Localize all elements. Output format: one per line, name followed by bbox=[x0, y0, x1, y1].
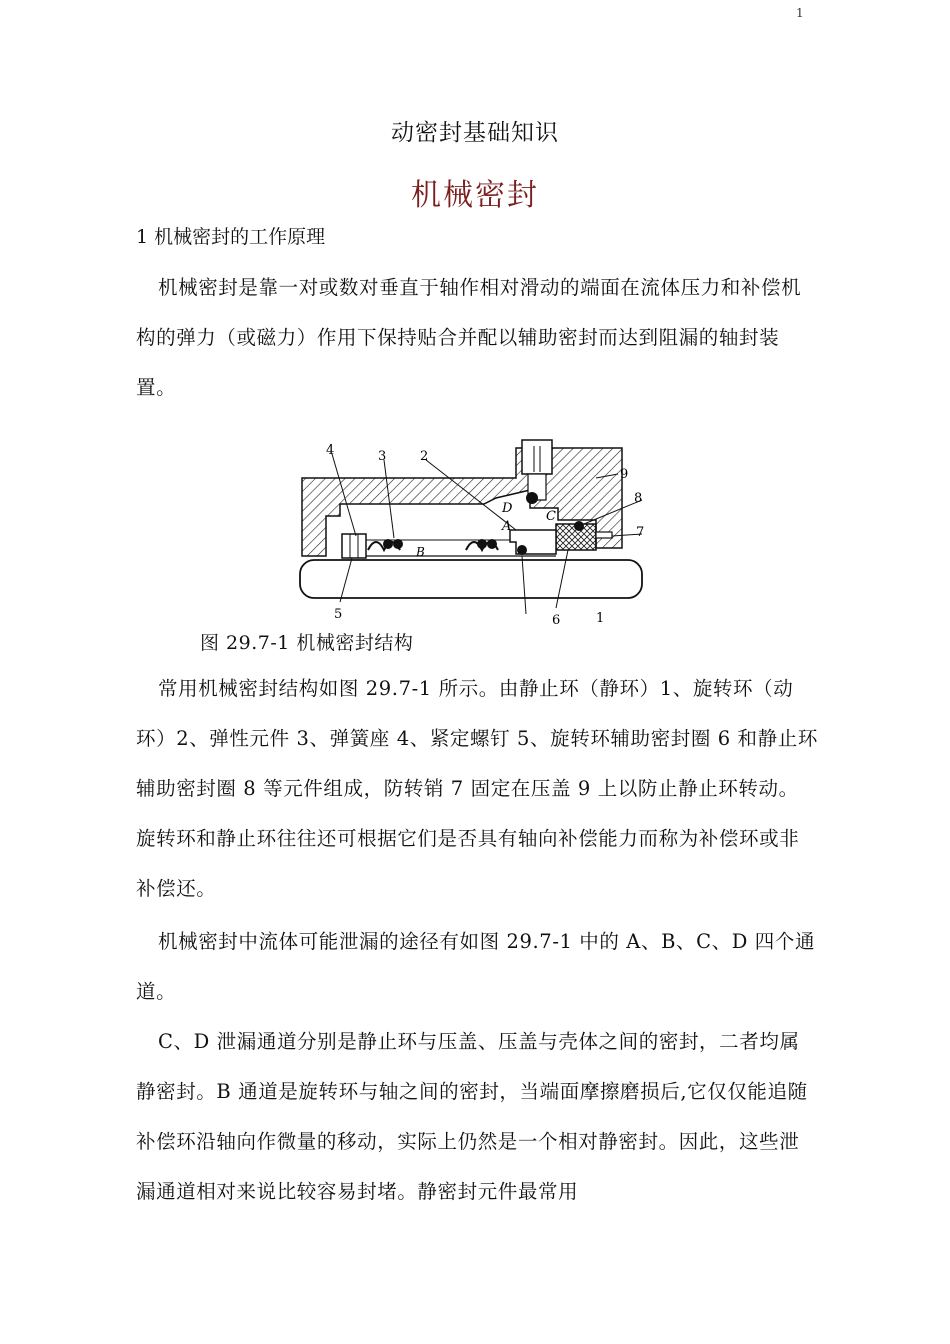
channel-label-c: C bbox=[546, 509, 556, 524]
part-label-3: 3 bbox=[378, 449, 387, 464]
part-label-7: 7 bbox=[636, 525, 645, 540]
part-label-9: 9 bbox=[620, 467, 629, 482]
mechanical-seal-diagram bbox=[296, 438, 646, 628]
subsection-heading: 1 机械密封的工作原理 bbox=[136, 226, 326, 248]
section-title: 机械密封 bbox=[411, 178, 539, 213]
part-label-6: 6 bbox=[552, 613, 561, 628]
part-label-4: 4 bbox=[326, 443, 335, 458]
part-label-5: 5 bbox=[334, 607, 343, 622]
channel-label-b: B bbox=[416, 545, 425, 559]
paragraph-structure: 常用机械密封结构如图 29.7-1 所示。由静止环（静环）1、旋转环（动环）2、弹性元件 3、弹簧座 4、紧定螺钉 5、旋转环辅助密封圈 6 和静止环辅助密封圈 8 等元件组成，防转销 7 固定在压盖 9 上以防止静止环转动。旋转环和静止环往往还可根据它们是否具有轴向补偿能力而称为补偿环或非补偿还。 bbox=[136, 677, 818, 900]
paragraph-principle: 机械密封是靠一对或数对垂直于轴作相对滑动的端面在流体压力和补偿机构的弹力（或磁力）作用下保持贴合并配以辅助密封而达到阻漏的轴封装置。 bbox=[136, 276, 802, 399]
part-label-2: 2 bbox=[420, 449, 429, 464]
paragraph-leak-paths: 机械密封中流体可能泄漏的途径有如图 29.7-1 中的 A、B、C、D 四个通道。 bbox=[136, 930, 816, 1003]
channel-label-a: A bbox=[502, 519, 512, 534]
paragraph-static-seals: C、D 泄漏通道分别是静止环与压盖、压盖与壳体之间的密封，二者均属静密封。B 通道是旋转环与轴之间的密封，当端面摩擦磨损后,它仅仅能追随补偿环沿轴向作微量的移动，实际上仍然是一个相对静密封。因此，这些泄漏通道相对来说比较容易封堵。静密封元件最常用 bbox=[136, 1030, 808, 1203]
part-label-8: 8 bbox=[634, 491, 643, 506]
channel-label-d: D bbox=[502, 501, 513, 516]
document-title: 动密封基础知识 bbox=[391, 120, 559, 146]
figure-caption: 图 29.7-1 机械密封结构 bbox=[200, 632, 414, 654]
part-label-1: 1 bbox=[596, 611, 605, 626]
page-number: 1 bbox=[796, 6, 804, 20]
